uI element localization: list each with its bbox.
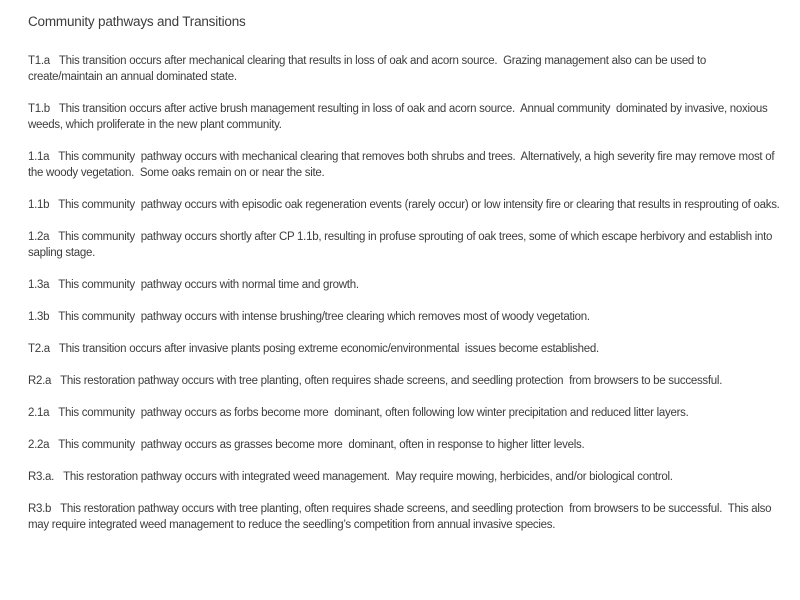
pathway-code: R3.b xyxy=(28,503,52,515)
paragraph-t1a xyxy=(28,53,780,85)
pathway-code: 2.2a xyxy=(28,439,50,451)
paragraph-t1b xyxy=(28,101,780,133)
pathway-code: R3.a. xyxy=(28,471,55,483)
paragraph-13b xyxy=(28,309,780,325)
pathway-text: This community pathway occurs as grasses become more dominant, often in response to higher litter levels. xyxy=(58,439,585,451)
pathway-code: T2.a xyxy=(28,343,50,355)
pathway-code: T1.a xyxy=(28,55,50,67)
pathway-code: 1.3b xyxy=(28,311,50,323)
pathway-code: T1.b xyxy=(28,103,50,115)
pathway-code: 1.3a xyxy=(28,279,50,291)
page-title: Community pathways and Transitions xyxy=(28,14,246,29)
paragraph-13a xyxy=(28,277,780,293)
pathway-text: This community pathway occurs with episodic oak regeneration events (rarely occur) or low intensity fire or clearing that results in resprouting of oaks. xyxy=(58,199,780,211)
pathway-code: R2.a xyxy=(28,375,52,387)
paragraph-12a xyxy=(28,229,780,261)
pathway-text: This restoration pathway occurs with tree planting, often requires shade screens, and seedling protection from browsers to be successful. This also may require integrated weed management to reduce the seedling’s competition from annual invasive species. xyxy=(28,503,775,531)
pathway-code: 2.1a xyxy=(28,407,50,419)
paragraph-21a xyxy=(28,405,780,421)
pathway-text: This community pathway occurs with intense brushing/tree clearing which removes most of woody vegetation. xyxy=(58,311,590,323)
pathway-code: 1.2a xyxy=(28,231,50,243)
pathway-text: This community pathway occurs with mechanical clearing that removes both shrubs and trees. Alternatively, a high severity fire may remove most of the woody vegetation. Some oaks remain on or near the site. xyxy=(28,151,778,179)
pathway-text: This restoration pathway occurs with integrated weed management. May require mowing, herbicides, and/or biological control. xyxy=(63,471,673,483)
pathway-text: This transition occurs after mechanical clearing that results in loss of oak and acorn source. Grazing management also can be used to create/maintain an annual dominated state. xyxy=(28,55,709,83)
paragraph-t2a xyxy=(28,341,780,357)
paragraph-r3b xyxy=(28,501,780,533)
pathway-code: 1.1b xyxy=(28,199,50,211)
pathway-text: This community pathway occurs shortly after CP 1.1b, resulting in profuse sprouting of oak trees, some of which escape herbivory and establish into sapling stage. xyxy=(28,231,776,259)
pathway-text: This restoration pathway occurs with tree planting, often requires shade screens, and seedling protection from browsers to be successful. xyxy=(60,375,723,387)
pathway-text: This transition occurs after invasive plants posing extreme economic/environmental issues become established. xyxy=(58,343,599,355)
pathway-code: 1.1a xyxy=(28,151,50,163)
paragraph-r3a xyxy=(28,469,780,485)
pathway-text: This community pathway occurs as forbs become more dominant, often following low winter precipitation and reduced litter layers. xyxy=(58,407,689,419)
paragraph-11a xyxy=(28,149,780,181)
paragraph-11b xyxy=(28,197,780,213)
pathway-text: This community pathway occurs with normal time and growth. xyxy=(58,279,359,291)
paragraph-22a xyxy=(28,437,780,453)
pathway-text: This transition occurs after active brush management resulting in loss of oak and acorn source. Annual community dominated by invasive, noxious weeds, which proliferate in the new plant community. xyxy=(28,103,771,131)
paragraph-r2a xyxy=(28,373,780,389)
